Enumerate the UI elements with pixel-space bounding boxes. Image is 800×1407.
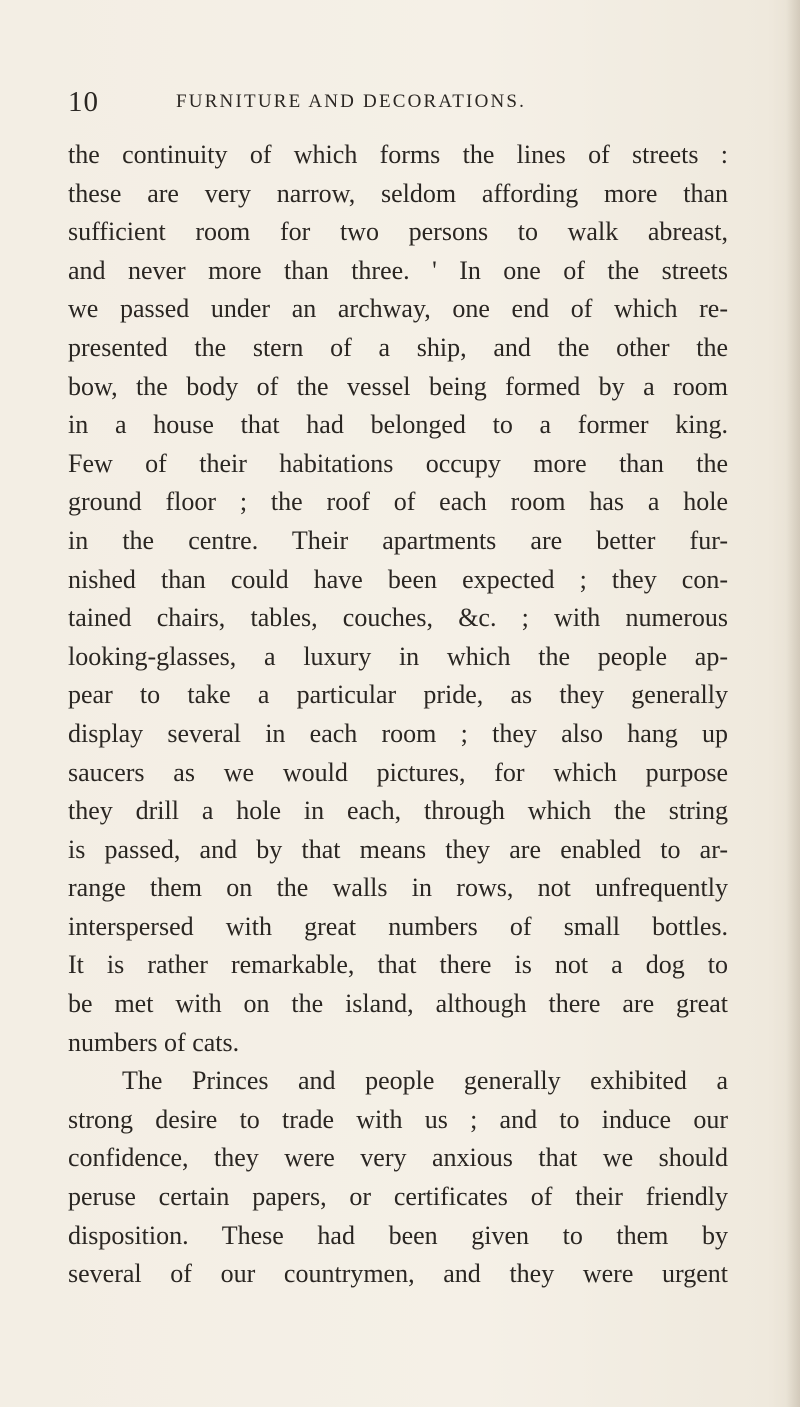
text-line: range them on the walls in rows, not unfrequently [68, 873, 728, 903]
text-line: bow, the body of the vessel being formed by a room [68, 371, 728, 401]
text-line: peruse certain papers, or certificates of their friendly [68, 1182, 728, 1212]
text-line: Few of their habitations occupy more than the [68, 448, 728, 478]
text-line: be met with on the island, although there are great [68, 989, 728, 1019]
text-line: interspersed with great numbers of small bottles. [68, 911, 728, 941]
text-line: they drill a hole in each, through which the string [68, 796, 728, 826]
text-line: these are very narrow, seldom affording more than [68, 178, 728, 208]
page-edge-shadow [786, 0, 800, 1407]
text-line: strong desire to trade with us ; and to induce our [68, 1104, 728, 1134]
page-title: FURNITURE AND DECORATIONS. [176, 91, 527, 112]
text-line: in the centre. Their apartments are better fur- [68, 525, 728, 555]
paragraph-start-line: The Princes and people generally exhibited a [122, 1066, 728, 1096]
text-line: pear to take a particular pride, as they generally [68, 680, 728, 710]
text-line: tained chairs, tables, couches, &c. ; with numerous [68, 603, 728, 633]
text-line: numbers of cats. [68, 1027, 240, 1057]
text-line: we passed under an archway, one end of which re- [68, 294, 728, 324]
text-line: the continuity of which forms the lines of streets : [68, 140, 728, 169]
text-line: several of our countrymen, and they were urgent [68, 1259, 728, 1289]
text-line: looking-glasses, a luxury in which the people ap- [68, 641, 728, 671]
page-number: 10 [68, 86, 99, 118]
body-text [68, 136, 728, 1294]
text-line: nished than could have been expected ; they con- [68, 564, 728, 594]
text-line: ground floor ; the roof of each room has a hole [68, 487, 728, 517]
text-line: saucers as we would pictures, for which purpose [68, 757, 728, 787]
text-line: and never more than three. ' In one of the streets [68, 255, 728, 285]
running-head [68, 86, 728, 116]
text-line: presented the stern of a ship, and the other the [68, 332, 728, 362]
text-line: sufficient room for two persons to walk abreast, [68, 217, 728, 247]
text-line: in a house that had belonged to a former king. [68, 410, 728, 440]
text-line: is passed, and by that means they are enabled to ar- [68, 834, 728, 864]
text-line: confidence, they were very anxious that we should [68, 1143, 728, 1173]
text-line: display several in each room ; they also hang up [68, 718, 728, 748]
text-line: It is rather remarkable, that there is not a dog to [68, 950, 728, 980]
text-line: disposition. These had been given to them by [68, 1220, 728, 1250]
